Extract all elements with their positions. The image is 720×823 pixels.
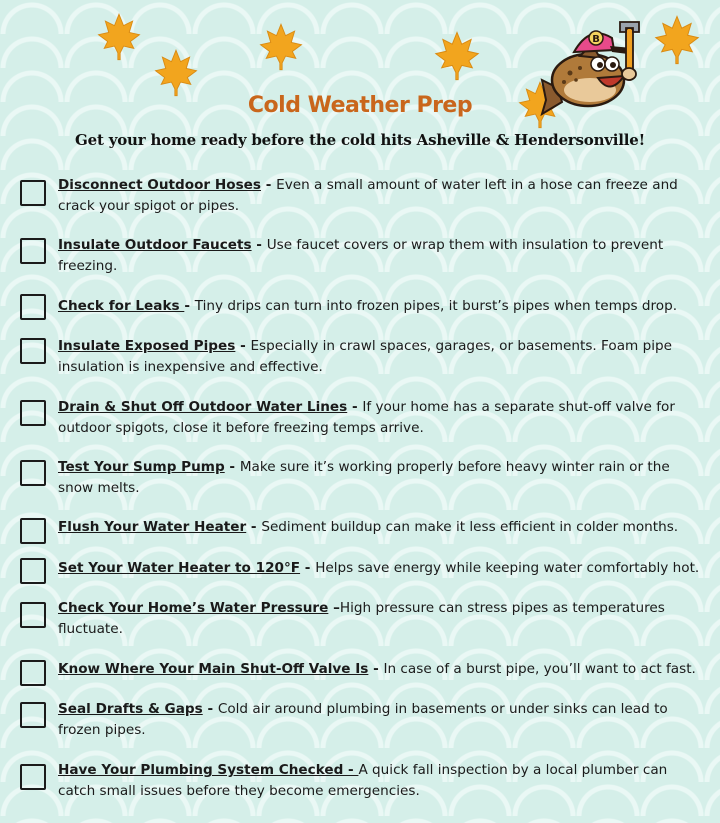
checkbox[interactable] <box>20 338 46 364</box>
maple-leaf-icon <box>258 22 304 72</box>
checklist-item-description: Helps save energy while keeping water comfortably hot. <box>315 560 700 576</box>
maple-leaf-icon <box>652 14 702 66</box>
checklist-item-separator: - <box>251 237 267 253</box>
page-title: Cold Weather Prep <box>247 93 473 118</box>
maple-leaf-icon <box>152 48 200 98</box>
checkbox[interactable] <box>20 660 46 686</box>
checklist-item-text <box>58 699 708 740</box>
checklist-item-text <box>58 517 708 538</box>
checklist-item-text <box>58 558 708 579</box>
checklist-item-title: Check Your Home’s Water Pressure <box>58 600 329 616</box>
checklist-item-description: Tiny drips can turn into frozen pipes, it burst’s pipes when temps drop. <box>194 298 678 314</box>
checklist-item-text <box>58 336 708 377</box>
checklist-item-title: Check for Leaks <box>58 298 185 314</box>
checklist-item-description: Sediment buildup can make it less efficient in colder months. <box>261 519 679 535</box>
checklist-item-title: Flush Your Water Heater <box>58 519 247 535</box>
checklist-item-separator: – <box>328 600 340 616</box>
checklist-item-separator: - <box>300 560 316 576</box>
checklist-item-text <box>58 235 708 276</box>
checklist-item-separator: - <box>246 519 262 535</box>
checklist-item-separator: - <box>261 177 277 193</box>
checkbox[interactable] <box>20 518 46 544</box>
maple-leaf-icon <box>432 30 482 82</box>
checkbox[interactable] <box>20 764 46 790</box>
checklist-item-description: In case of a burst pipe, you’ll want to act fast. <box>383 661 696 677</box>
checklist-item-text <box>58 296 708 317</box>
checklist-item-description: If your home has a separate shut-off valve for outdoor spigots, close it before freezing temps arrive. <box>58 399 675 436</box>
checkbox[interactable] <box>20 602 46 628</box>
checkbox[interactable] <box>20 702 46 728</box>
checklist-item-description: Even a small amount of water left in a hose can freeze and crack your spigot or pipes. <box>58 177 678 214</box>
checklist-item-description: Make sure it’s working properly before heavy winter rain or the snow melts. <box>58 459 670 496</box>
checklist-item-description: Especially in crawl spaces, garages, or basements. Foam pipe insulation is inexpensive and effective. <box>58 338 673 375</box>
checklist-item-text <box>58 598 708 639</box>
checklist-item-description: A quick fall inspection by a local plumber can catch small issues before they become emergencies. <box>58 762 668 799</box>
checklist-item-description: Use faucet covers or wrap them with insulation to prevent freezing. <box>58 237 664 274</box>
checkbox[interactable] <box>20 238 46 264</box>
checklist-item-separator: - <box>368 661 384 677</box>
checklist-item-title: Insulate Outdoor Faucets <box>58 237 252 253</box>
cap-letter: B <box>592 34 600 45</box>
checkbox[interactable] <box>20 558 46 584</box>
checklist-item-separator: - <box>224 459 240 475</box>
checklist-item-description: High pressure can stress pipes as temperatures fluctuate. <box>58 600 665 637</box>
checklist-item-title: Know Where Your Main Shut-Off Valve Is <box>58 661 369 677</box>
checklist-item-title: Insulate Exposed Pipes <box>58 338 236 354</box>
checklist-item-separator: - <box>235 338 251 354</box>
checkbox[interactable] <box>20 400 46 426</box>
checklist-item-separator: - <box>184 298 195 314</box>
checkbox[interactable] <box>20 294 46 320</box>
checklist-item-description: Cold air around plumbing in basements or under sinks can lead to frozen pipes. <box>58 701 668 738</box>
checklist-item-title: Test Your Sump Pump <box>58 459 225 475</box>
checklist-item-title: Disconnect Outdoor Hoses <box>58 177 261 193</box>
checklist-item-separator: - <box>202 701 218 717</box>
checklist-item-title: Have Your Plumbing System Checked - <box>58 762 359 778</box>
maple-leaf-icon <box>96 12 142 62</box>
checklist-item-text <box>58 659 708 680</box>
checklist-item-title: Set Your Water Heater to 120°F <box>58 560 301 576</box>
page-subtitle: Get your home ready before the cold hits Asheville & Hendersonville! <box>74 131 646 149</box>
checkbox[interactable] <box>20 180 46 206</box>
checklist-item-title: Drain & Shut Off Outdoor Water Lines <box>58 399 348 415</box>
checklist-item-text <box>58 397 708 438</box>
checklist-item-text <box>58 457 708 498</box>
checklist-item-text <box>58 760 708 801</box>
checklist-item-text <box>58 175 708 216</box>
checklist-item-title: Seal Drafts & Gaps <box>58 701 203 717</box>
checkbox[interactable] <box>20 460 46 486</box>
checklist-item-separator: - <box>347 399 363 415</box>
